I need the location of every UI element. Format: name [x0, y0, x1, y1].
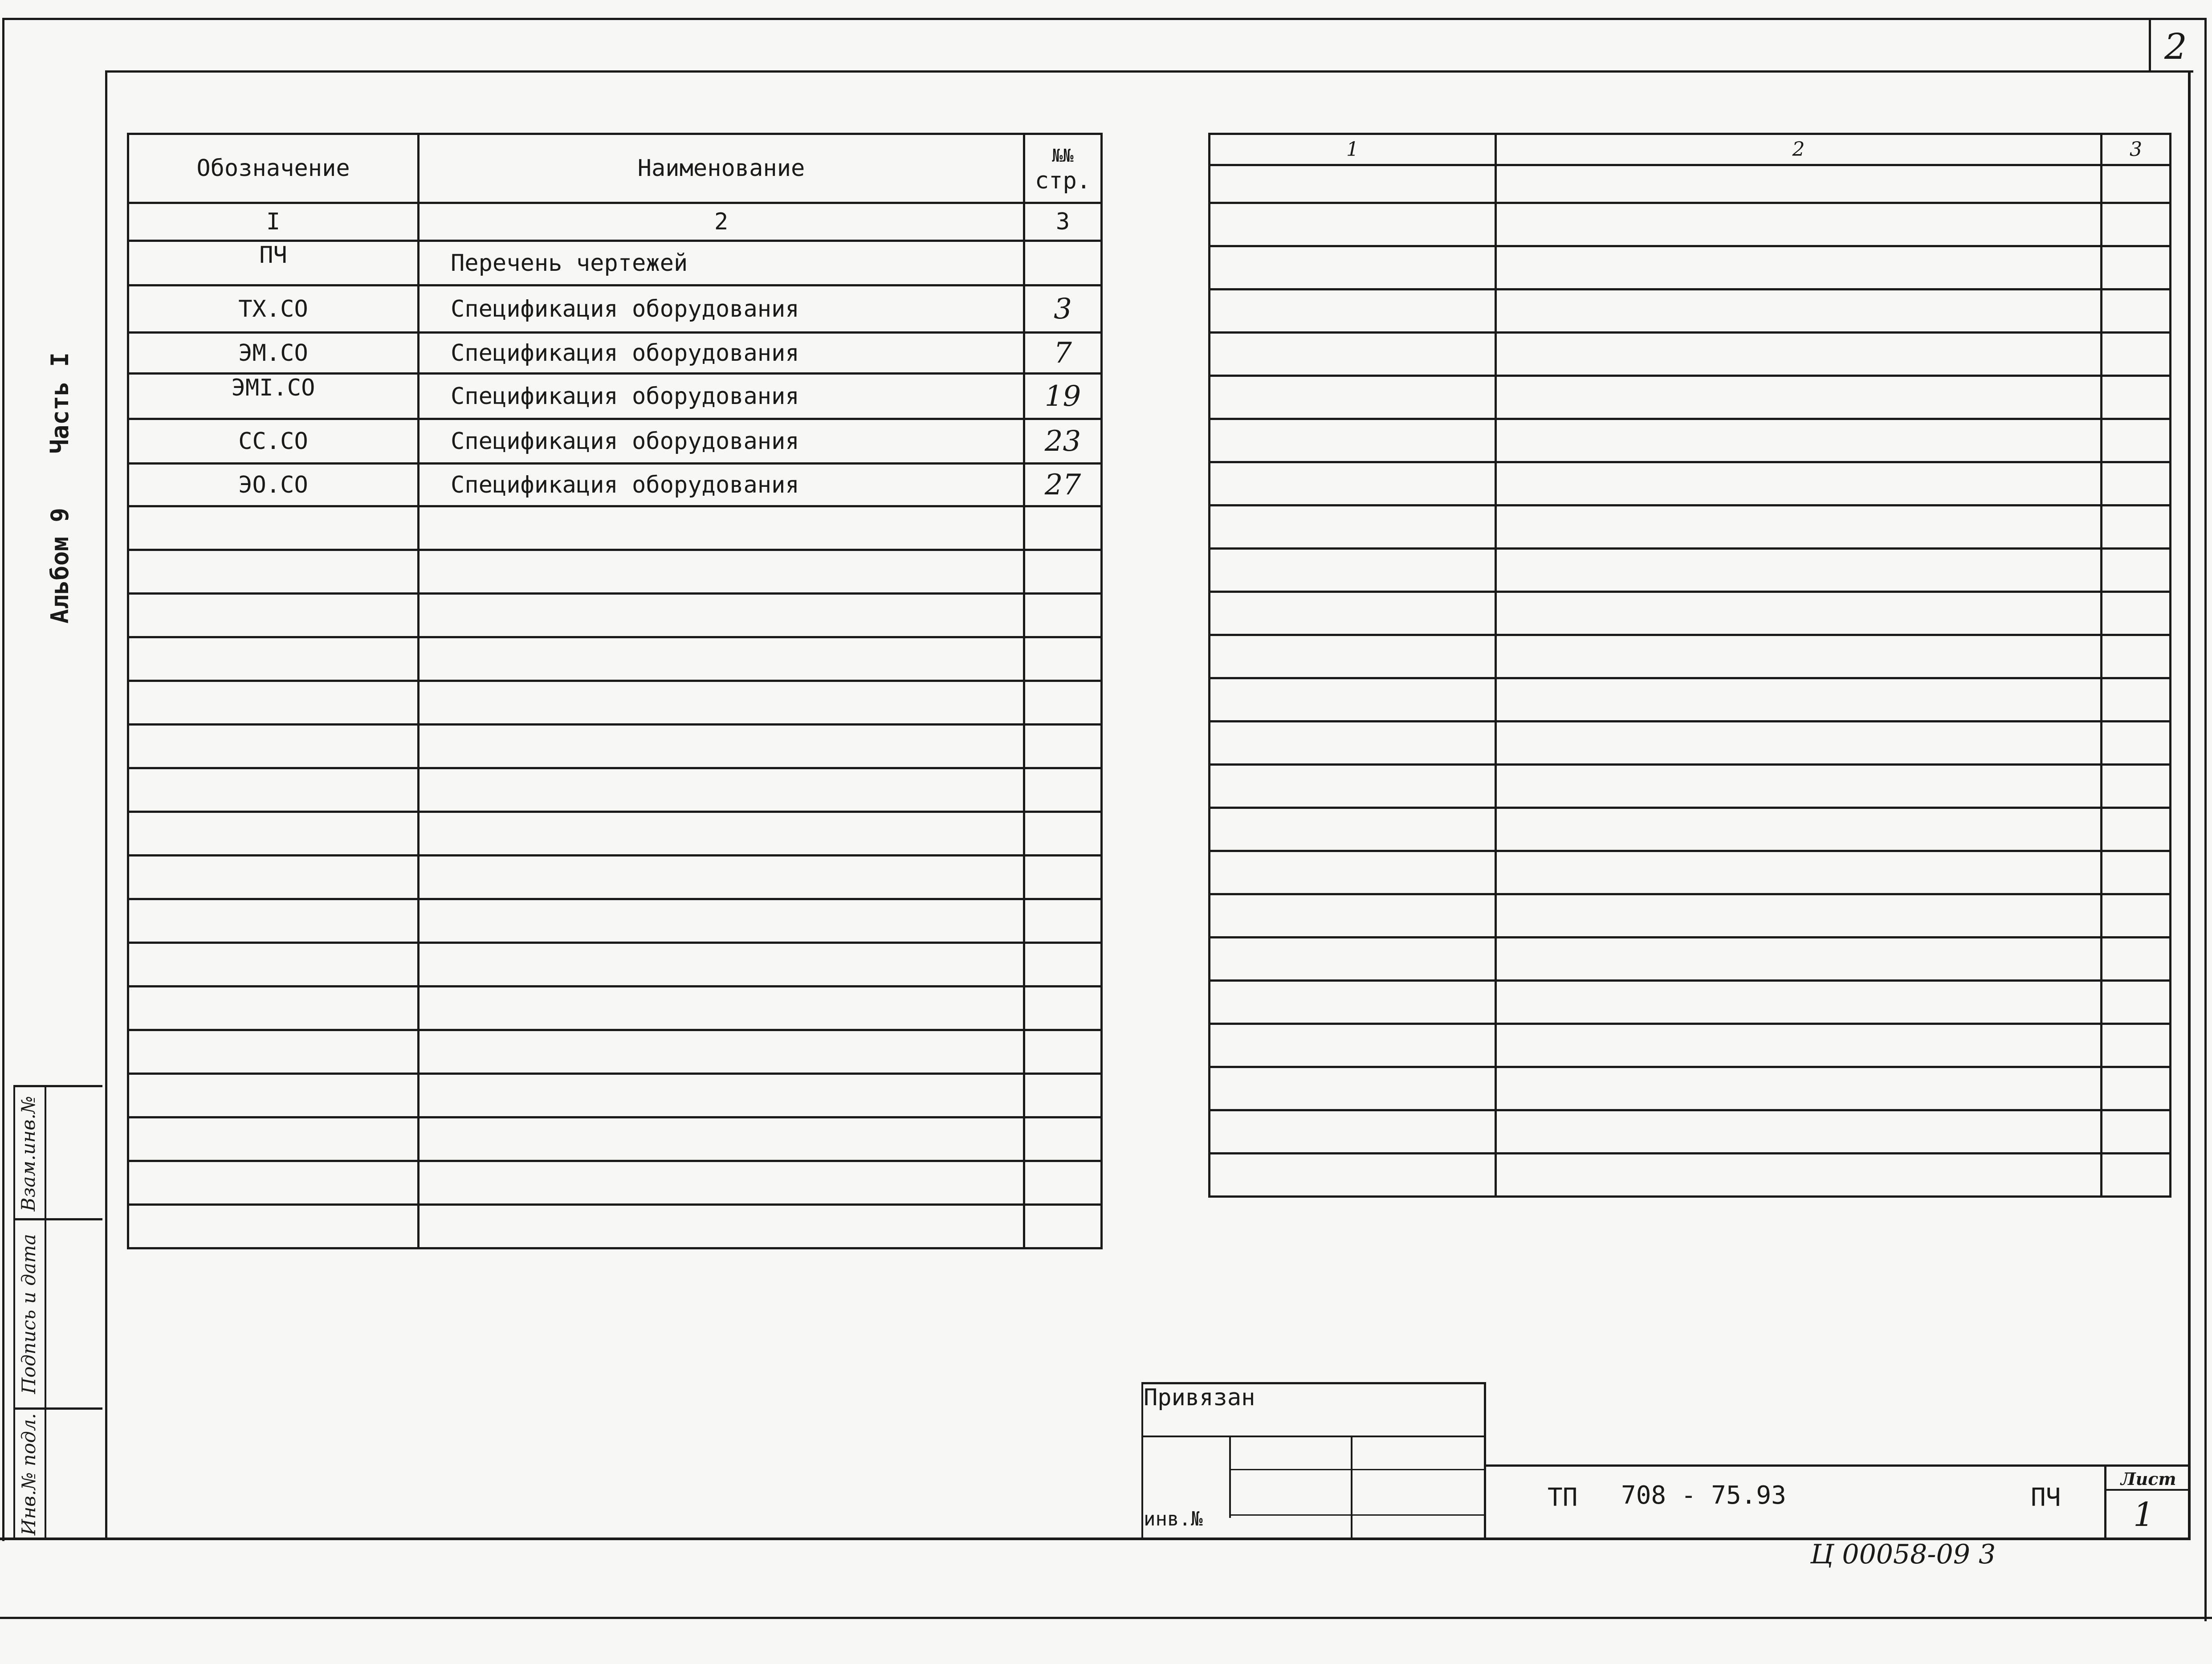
empty-row: [1210, 203, 2171, 246]
tb-main-top: [1486, 1464, 2190, 1467]
empty-row: [1210, 462, 2171, 506]
table-header-row: [128, 134, 1102, 203]
header-designation: Обозначение: [128, 134, 419, 203]
tb-project-code: 708 - 75.93: [1621, 1481, 1786, 1510]
empty-row: [128, 856, 1102, 899]
drawings-list-table: [127, 133, 1103, 1249]
empty-row: [128, 1117, 1102, 1161]
tb-privyazan-hline: [1141, 1436, 1486, 1437]
empty-row: [128, 550, 1102, 594]
corner-box-left: [2149, 18, 2151, 71]
empty-row: [1210, 290, 2171, 333]
empty-row: [128, 725, 1102, 768]
tb-sheet-label: Лист: [2121, 1469, 2176, 1489]
tb-sheet-left: [2104, 1464, 2106, 1539]
row-page: 23: [1024, 419, 1102, 464]
empty-row: [1210, 678, 2171, 722]
row-designation: ТХ.СО: [128, 285, 419, 333]
empty-row: [1210, 333, 2171, 376]
frame-left: [105, 70, 107, 1540]
table-row: [128, 333, 1102, 374]
table-row: [128, 374, 1102, 419]
empty-row: [1210, 1110, 2171, 1154]
empty-row: [1210, 376, 2171, 419]
side-stamp-label-1: Взам.инв.№: [17, 1096, 39, 1211]
row-designation: ПЧ: [128, 241, 419, 285]
empty-row: [1210, 635, 2171, 678]
empty-row: [1210, 765, 2171, 808]
empty-row: [1210, 851, 2171, 894]
outer-border-right: [2204, 18, 2207, 1621]
empty-row: [128, 1030, 1102, 1074]
outer-border-bottom: [0, 1617, 2212, 1619]
empty-row: [128, 637, 1102, 681]
empty-row: [1210, 938, 2171, 981]
table-row: [128, 285, 1102, 333]
archive-mark: Ц 00058-09 3: [1810, 1539, 1996, 1570]
empty-row: [1210, 808, 2171, 851]
tb-privyazan-hline-3: [1229, 1514, 1486, 1516]
empty-row: [1210, 549, 2171, 592]
frame-right: [2188, 70, 2191, 1540]
row-name: Спецификация оборудования: [419, 464, 1024, 506]
empty-row: [1210, 1024, 2171, 1067]
row-designation: ЭМI.СО: [128, 374, 419, 419]
column-number-row: [128, 203, 1102, 241]
continuation-table: [1208, 133, 2171, 1198]
side-title-album: Альбом 9: [46, 507, 74, 624]
empty-row: [1210, 722, 2171, 765]
tb-project-prefix: ТП: [1548, 1483, 1578, 1512]
empty-row: [128, 1074, 1102, 1117]
empty-row: [1210, 165, 2171, 203]
tb-privyazan-vline-2: [1351, 1436, 1352, 1539]
frame-top: [107, 70, 2193, 73]
empty-row: [1210, 246, 2171, 290]
row-name: Спецификация оборудования: [419, 285, 1024, 333]
table-row: [128, 241, 1102, 285]
row-page: 7: [1024, 333, 1102, 374]
outer-border-top: [2, 18, 2207, 20]
tb-section-code: ПЧ: [2031, 1483, 2061, 1512]
tb-sheet-number: 1: [2133, 1496, 2155, 1534]
header-name: Наименование: [419, 134, 1024, 203]
row-page: 3: [1024, 285, 1102, 333]
empty-row: [128, 1161, 1102, 1205]
header-page-top: №№: [1052, 146, 1074, 166]
empty-row: [128, 594, 1102, 637]
empty-row: [128, 506, 1102, 550]
tb-privyazan-vline-1: [1229, 1436, 1231, 1518]
corner-sheet-number: 2: [2164, 26, 2187, 67]
row-designation: ЭМ.СО: [128, 333, 419, 374]
header-page: [1024, 134, 1102, 203]
row-designation: СС.СО: [128, 419, 419, 464]
col-number-1: I: [128, 203, 419, 241]
row-page: 27: [1024, 464, 1102, 506]
empty-row: [128, 681, 1102, 725]
empty-row: [1210, 592, 2171, 635]
row-name: Спецификация оборудования: [419, 333, 1024, 374]
tb-privyazan-left: [1141, 1382, 1143, 1539]
table-row: [128, 464, 1102, 506]
row-name: Перечень чертежей: [419, 241, 1024, 285]
empty-row: [128, 768, 1102, 812]
tb-sheet-hline: [2104, 1489, 2190, 1491]
table-row: [128, 419, 1102, 464]
empty-row: [1210, 894, 2171, 938]
side-stamp-col-line: [45, 1085, 46, 1539]
tb-privyazan-label: Привязан: [1144, 1384, 1255, 1411]
header-page-bottom: стр.: [1035, 167, 1091, 194]
row-name: Спецификация оборудования: [419, 374, 1024, 419]
row-name: Спецификация оборудования: [419, 419, 1024, 464]
empty-row: [128, 1205, 1102, 1248]
col-number-3: 3: [1024, 203, 1102, 241]
row-page: [1024, 241, 1102, 285]
continuation-header-row: [1210, 134, 2171, 165]
continuation-header-2: 2: [1496, 134, 2102, 165]
empty-row: [1210, 1154, 2171, 1197]
continuation-header-1: 1: [1210, 134, 1496, 165]
continuation-header-3: 3: [2102, 134, 2171, 165]
empty-row: [128, 987, 1102, 1030]
empty-row: [1210, 981, 2171, 1024]
empty-row: [128, 899, 1102, 943]
row-designation: ЭО.СО: [128, 464, 419, 506]
empty-row: [1210, 1067, 2171, 1110]
side-stamp-label-2: Подпись и дата: [18, 1234, 40, 1394]
tb-inv-label: инв.№: [1144, 1508, 1203, 1530]
col-number-2: 2: [419, 203, 1024, 241]
outer-border-left: [2, 18, 4, 1541]
row-page: 19: [1024, 374, 1102, 419]
side-stamp-label-3: Инв.№ подл.: [18, 1413, 40, 1536]
empty-row: [128, 943, 1102, 987]
tb-privyazan-hline-2: [1229, 1469, 1486, 1470]
empty-row: [1210, 506, 2171, 549]
empty-row: [1210, 419, 2171, 462]
empty-row: [128, 812, 1102, 856]
side-title-part: Часть I: [46, 352, 74, 454]
